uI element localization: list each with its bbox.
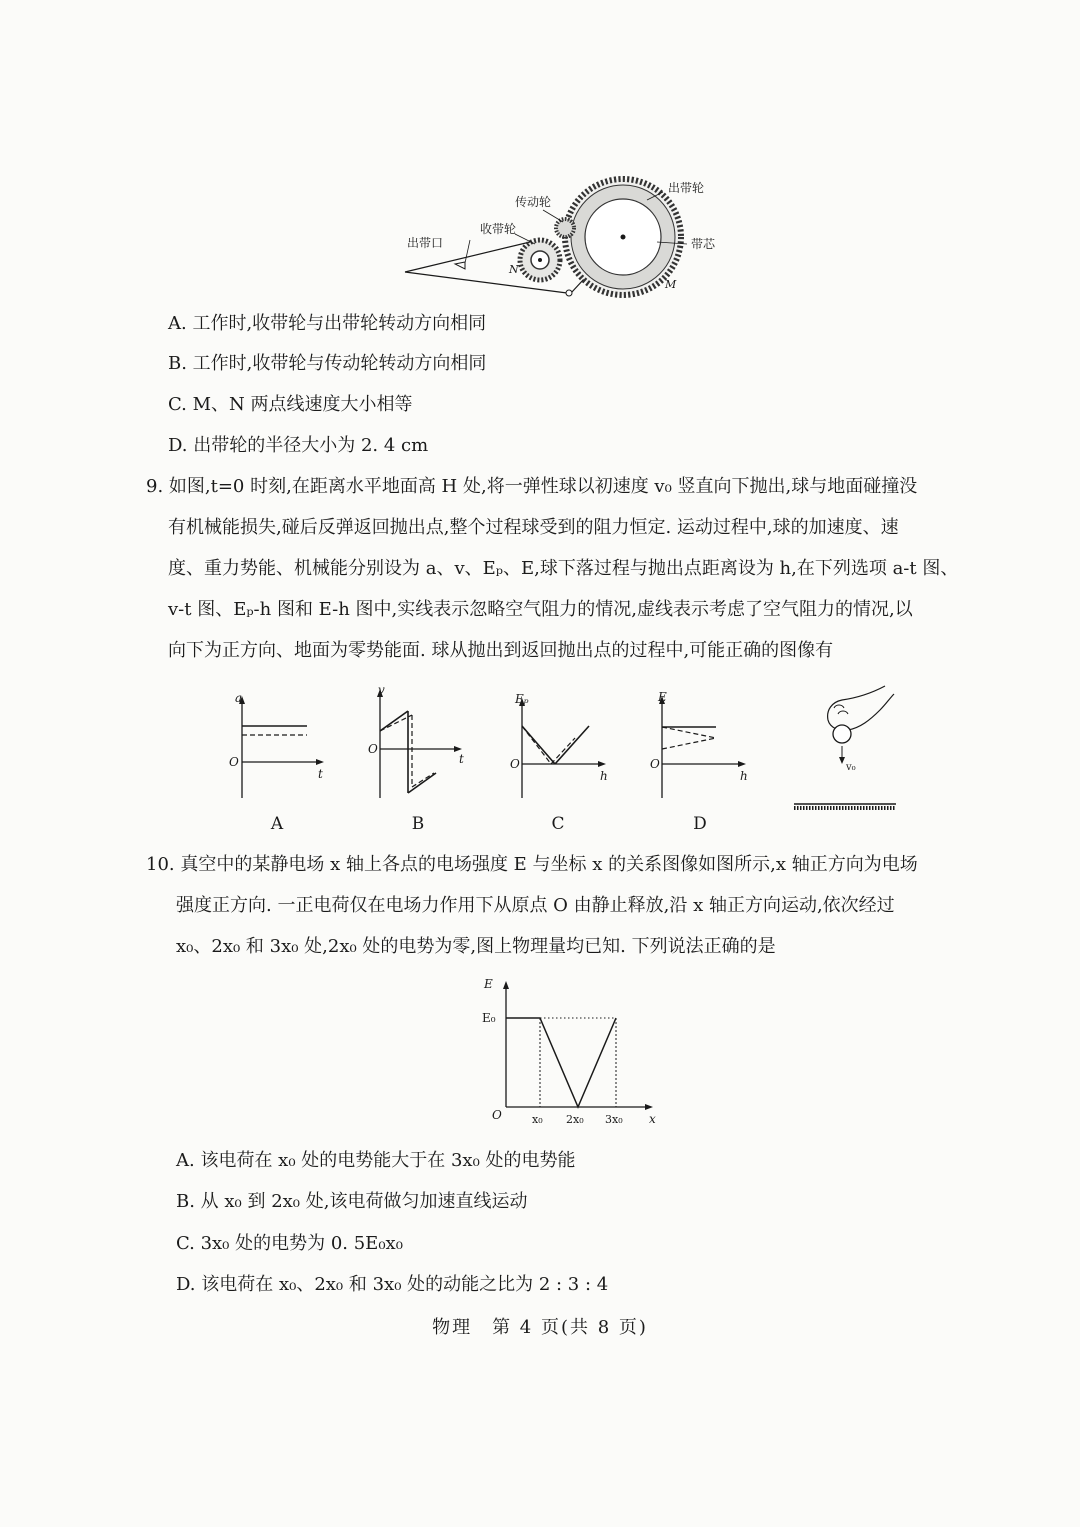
- q10-field-graph: [478, 972, 668, 1132]
- q9-graph-c: [507, 688, 617, 803]
- q9-graph-b: [366, 683, 476, 803]
- q10-line-1: 10. 真空中的某静电场 x 轴上各点的电场强度 E 与坐标 x 的关系图像如图所示,x 轴正方向为电场: [146, 854, 918, 875]
- label-n: N: [509, 263, 519, 276]
- graph-d-xlabel: h: [740, 769, 748, 783]
- q9-line-1: 9. 如图,t=0 时刻,在距离水平地面高 H 处,将一弹性球以初速度 v₀ 竖直向下抛出,球与地面碰撞没: [146, 476, 918, 497]
- q9-line-4: v-t 图、Eₚ-h 图和 E-h 图中,实线表示忽略空气阻力的情况,虚线表示考虑了空气阻力的情况,以: [168, 599, 913, 620]
- graph-b-xlabel: t: [459, 752, 464, 766]
- q9-line-5: 向下为正方向、地面为零势能面. 球从抛出到返回抛出点的过程中,可能正确的图像有: [168, 640, 834, 661]
- tape-gear-figure: [395, 172, 735, 302]
- q10-e0-label: E₀: [482, 1011, 496, 1025]
- q10-origin: O: [492, 1108, 502, 1122]
- q9-caption-d: D: [693, 814, 707, 834]
- label-exit: 出带口: [407, 236, 444, 250]
- q9-line-2: 有机械能损失,碰后反弹返回抛出点,整个过程球受到的阻力恒定. 运动过程中,球的加速度、速: [168, 517, 899, 538]
- q10-tick-2x0: 2x₀: [566, 1113, 584, 1126]
- graph-b-ylabel: v: [378, 683, 385, 697]
- graph-d-ylabel: E: [658, 690, 667, 704]
- label-take-wheel: 收带轮: [480, 222, 517, 236]
- label-core: 带芯: [691, 237, 716, 251]
- q10-line-3: x₀、2x₀ 和 3x₀ 处,2x₀ 处的电势为零,图上物理量均已知. 下列说法正确的是: [176, 936, 776, 957]
- q10-ylabel: E: [484, 977, 493, 991]
- q10-option-b: B. 从 x₀ 到 2x₀ 处,该电荷做匀加速直线运动: [176, 1191, 528, 1212]
- q10-tick-3x0: 3x₀: [605, 1113, 623, 1126]
- q8-option-b: B. 工作时,收带轮与传动轮转动方向相同: [168, 353, 487, 374]
- q9-caption-c: C: [551, 814, 565, 834]
- q9-line-3: 度、重力势能、机械能分别设为 a、v、Eₚ、E,球下落过程与抛出点距离设为 h,在下列选项 a-t 图、: [168, 558, 959, 579]
- label-m: M: [665, 278, 677, 291]
- q8-option-a: A. 工作时,收带轮与出带轮转动方向相同: [168, 313, 487, 334]
- graph-a-origin: O: [229, 755, 239, 769]
- graph-a-ylabel: a: [235, 691, 243, 705]
- q9-caption-b: B: [411, 814, 425, 834]
- graph-b-origin: O: [368, 742, 378, 756]
- q8-option-c: C. M、N 两点线速度大小相等: [168, 394, 413, 415]
- graph-c-ylabel: Eₚ: [515, 692, 529, 706]
- graph-a-xlabel: t: [318, 767, 323, 781]
- label-out-wheel: 出带轮: [668, 181, 705, 195]
- hand-ball-illustration: [790, 680, 905, 815]
- q10-xlabel: x: [649, 1112, 656, 1126]
- graph-c-origin: O: [510, 757, 520, 771]
- page-footer: 物理 第 4 页(共 8 页): [432, 1317, 648, 1338]
- q10-option-d: D. 该电荷在 x₀、2x₀ 和 3x₀ 处的动能之比为 2 : 3 : 4: [176, 1274, 609, 1295]
- q10-tick-x0: x₀: [532, 1113, 543, 1126]
- q10-option-a: A. 该电荷在 x₀ 处的电势能大于在 3x₀ 处的电势能: [176, 1150, 576, 1171]
- q9-graph-d: [648, 688, 758, 803]
- q9-graph-a: [225, 688, 335, 803]
- ball-velocity-label: v₀: [846, 762, 856, 773]
- graph-d-origin: O: [650, 757, 660, 771]
- q9-caption-a: A: [270, 814, 284, 834]
- graph-c-xlabel: h: [600, 769, 608, 783]
- q10-line-2: 强度正方向. 一正电荷仅在电场力作用下从原点 O 由静止释放,沿 x 轴正方向运动,依次经过: [176, 895, 895, 916]
- q8-option-d: D. 出带轮的半径大小为 2. 4 cm: [168, 435, 429, 456]
- label-drive-wheel: 传动轮: [515, 195, 552, 209]
- q10-option-c: C. 3x₀ 处的电势为 0. 5E₀x₀: [176, 1233, 403, 1254]
